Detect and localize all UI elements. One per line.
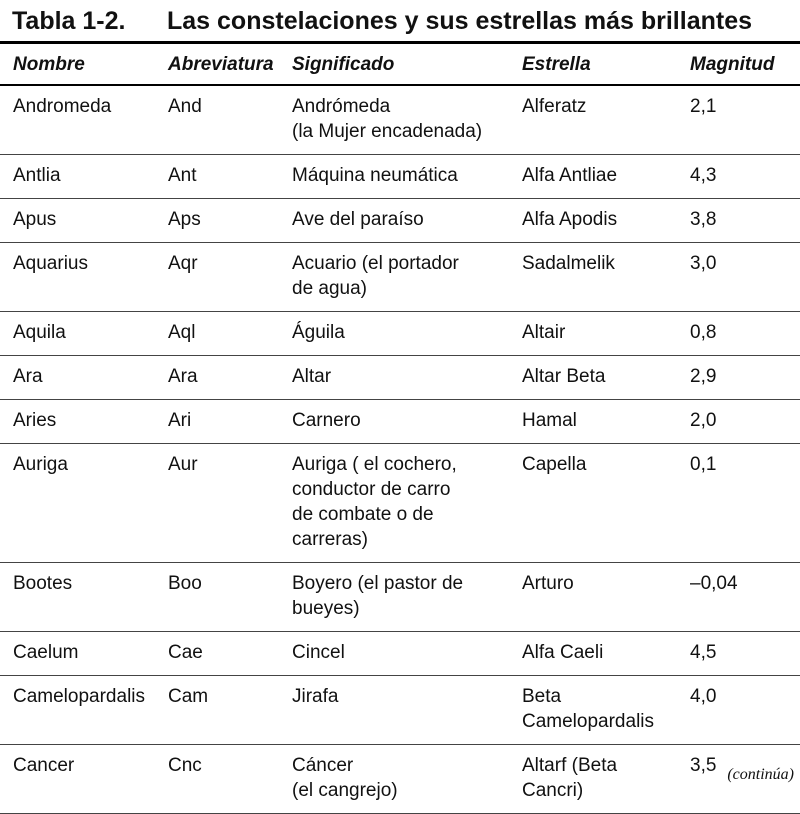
- abreviatura-cell: Cam: [156, 676, 289, 745]
- table-row: [0, 563, 800, 632]
- nombre-cell: Auriga: [0, 444, 156, 563]
- abreviatura-cell: Ari: [156, 400, 289, 444]
- table-row: [0, 85, 800, 155]
- nombre-cell: Antlia: [0, 155, 156, 199]
- column-header-estrella: Estrella: [507, 46, 677, 85]
- abreviatura-cell: Aqr: [156, 243, 289, 312]
- magnitud-cell: 4,0: [677, 676, 800, 745]
- table-row: [0, 155, 800, 199]
- significado-cell: Altar: [289, 356, 507, 400]
- abreviatura-cell: Aql: [156, 312, 289, 356]
- nombre-cell: Aries: [0, 400, 156, 444]
- nombre-cell: Apus: [0, 199, 156, 243]
- significado-cell: Jirafa: [289, 676, 507, 745]
- table-row: [0, 400, 800, 444]
- magnitud-cell: 3,8: [677, 199, 800, 243]
- magnitud-cell: 3,0: [677, 243, 800, 312]
- significado-cell: Andrómeda (la Mujer encadenada): [289, 85, 507, 155]
- constellations-table: [0, 46, 800, 814]
- table-title-bar: [0, 0, 800, 44]
- column-header-magnitud: Magnitud: [677, 46, 800, 85]
- estrella-cell: Sadalmelik: [507, 243, 677, 312]
- abreviatura-cell: Ant: [156, 155, 289, 199]
- magnitud-cell: 0,1: [677, 444, 800, 563]
- significado-cell: Ave del paraíso: [289, 199, 507, 243]
- estrella-cell: Alferatz: [507, 85, 677, 155]
- estrella-cell: Alfa Antliae: [507, 155, 677, 199]
- magnitud-cell: 3,5: [677, 745, 800, 814]
- significado-cell: Carnero: [289, 400, 507, 444]
- estrella-cell: Capella: [507, 444, 677, 563]
- abreviatura-cell: Cnc: [156, 745, 289, 814]
- magnitud-cell: 2,9: [677, 356, 800, 400]
- table-row: [0, 243, 800, 312]
- significado-cell: Máquina neumática: [289, 155, 507, 199]
- nombre-cell: Cancer: [0, 745, 156, 814]
- continued-note: (continúa): [727, 766, 794, 783]
- table-row: [0, 632, 800, 676]
- abreviatura-cell: Cae: [156, 632, 289, 676]
- table-row: [0, 356, 800, 400]
- table-number: Tabla 1-2.: [12, 7, 126, 35]
- estrella-cell: Beta Camelopardalis: [507, 676, 677, 745]
- table-title: Las constelaciones y sus estrellas más brillantes: [167, 7, 753, 35]
- table-row: [0, 199, 800, 243]
- column-header-abreviatura: Abreviatura: [156, 46, 289, 85]
- table-row: [0, 312, 800, 356]
- nombre-cell: Aquila: [0, 312, 156, 356]
- magnitud-cell: –0,04: [677, 563, 800, 632]
- magnitud-cell: 2,1: [677, 85, 800, 155]
- abreviatura-cell: Boo: [156, 563, 289, 632]
- estrella-cell: Arturo: [507, 563, 677, 632]
- magnitud-cell: 2,0: [677, 400, 800, 444]
- estrella-cell: Altar Beta: [507, 356, 677, 400]
- nombre-cell: Aquarius: [0, 243, 156, 312]
- magnitud-cell: 0,8: [677, 312, 800, 356]
- abreviatura-cell: Aur: [156, 444, 289, 563]
- nombre-cell: Ara: [0, 356, 156, 400]
- magnitud-cell: 4,3: [677, 155, 800, 199]
- nombre-cell: Camelopardalis: [0, 676, 156, 745]
- estrella-cell: Altarf (Beta Cancri): [507, 745, 677, 814]
- nombre-cell: Caelum: [0, 632, 156, 676]
- significado-cell: Águila: [289, 312, 507, 356]
- abreviatura-cell: Ara: [156, 356, 289, 400]
- significado-cell: Boyero (el pastor de bueyes): [289, 563, 507, 632]
- table-row: [0, 676, 800, 745]
- column-header-nombre: Nombre: [0, 46, 156, 85]
- significado-cell: Acuario (el portador de agua): [289, 243, 507, 312]
- abreviatura-cell: Aps: [156, 199, 289, 243]
- significado-cell: Auriga ( el cochero, conductor de carro de combate o de carreras): [289, 444, 507, 563]
- column-header-significado: Significado: [289, 46, 507, 85]
- table-body: [0, 85, 800, 814]
- table-row: [0, 444, 800, 563]
- abreviatura-cell: And: [156, 85, 289, 155]
- significado-cell: Cincel: [289, 632, 507, 676]
- table-row: [0, 745, 800, 814]
- header-row: [0, 46, 800, 85]
- significado-cell: Cáncer (el cangrejo): [289, 745, 507, 814]
- estrella-cell: Alfa Caeli: [507, 632, 677, 676]
- estrella-cell: Hamal: [507, 400, 677, 444]
- estrella-cell: Alfa Apodis: [507, 199, 677, 243]
- magnitud-cell: 4,5: [677, 632, 800, 676]
- nombre-cell: Andromeda: [0, 85, 156, 155]
- nombre-cell: Bootes: [0, 563, 156, 632]
- estrella-cell: Altair: [507, 312, 677, 356]
